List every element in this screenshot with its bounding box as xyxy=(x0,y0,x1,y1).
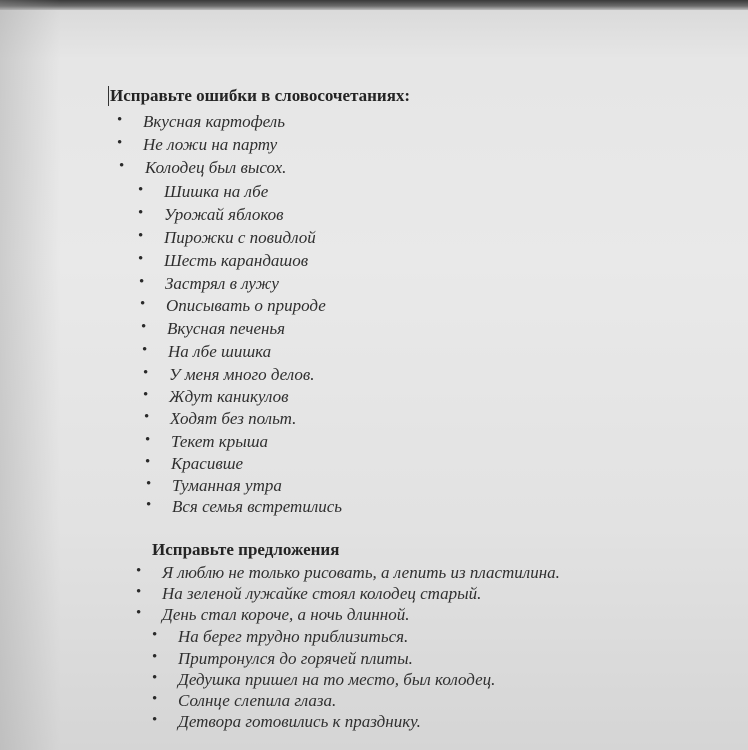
list-item: • Пирожки с повидлой xyxy=(164,228,316,248)
list-item: • Вкусная картофель xyxy=(143,112,285,132)
list-item: • У меня много делов. xyxy=(169,365,315,385)
shadow xyxy=(0,0,60,750)
section1-title: Исправьте ошибки в словосочетаниях: xyxy=(110,86,411,105)
list-item: • Шишка на лбе xyxy=(164,182,268,202)
list-item: • На зеленой лужайке стоял колодец старый. xyxy=(162,584,481,604)
list-item: • Красивше xyxy=(171,454,243,474)
list-item: • Я люблю не только рисовать, а лепить из пластилина. xyxy=(162,563,560,583)
list-item: • Притронулся до горячей плиты. xyxy=(178,649,413,669)
list-item: • Ходят без польт. xyxy=(170,409,296,429)
list-item: • Описывать о природе xyxy=(166,296,326,316)
list-item: • Не ложи на парту xyxy=(143,135,277,155)
list-item: • Шесть карандашов xyxy=(164,251,308,271)
list-item: • Урожай яблоков xyxy=(164,205,284,225)
list-item: • На берег трудно приблизиться. xyxy=(178,627,408,647)
list-item: • Текет крыша xyxy=(171,432,268,452)
list-item: • Вся семья встретились xyxy=(172,497,342,517)
list-item: • Дедушка пришел на то место, был колодец. xyxy=(178,670,495,690)
section2-title: Исправьте предложения xyxy=(152,540,340,559)
list-item: • Вкусная печенья xyxy=(167,319,285,339)
list-item: • На лбе шишка xyxy=(168,342,271,362)
screen-bezel-edge xyxy=(0,0,748,10)
list-item: • Туманная утра xyxy=(172,476,282,496)
list-item: • Ждут каникулов xyxy=(169,387,289,407)
list-item: • Застрял в лужу xyxy=(165,274,279,294)
list-item: • Колодец был высох. xyxy=(145,158,286,178)
list-item: • Детвора готовились к празднику. xyxy=(178,712,421,732)
list-item: • День стал короче, а ночь длинной. xyxy=(162,605,409,625)
list-item: • Солнце слепила глаза. xyxy=(178,691,336,711)
